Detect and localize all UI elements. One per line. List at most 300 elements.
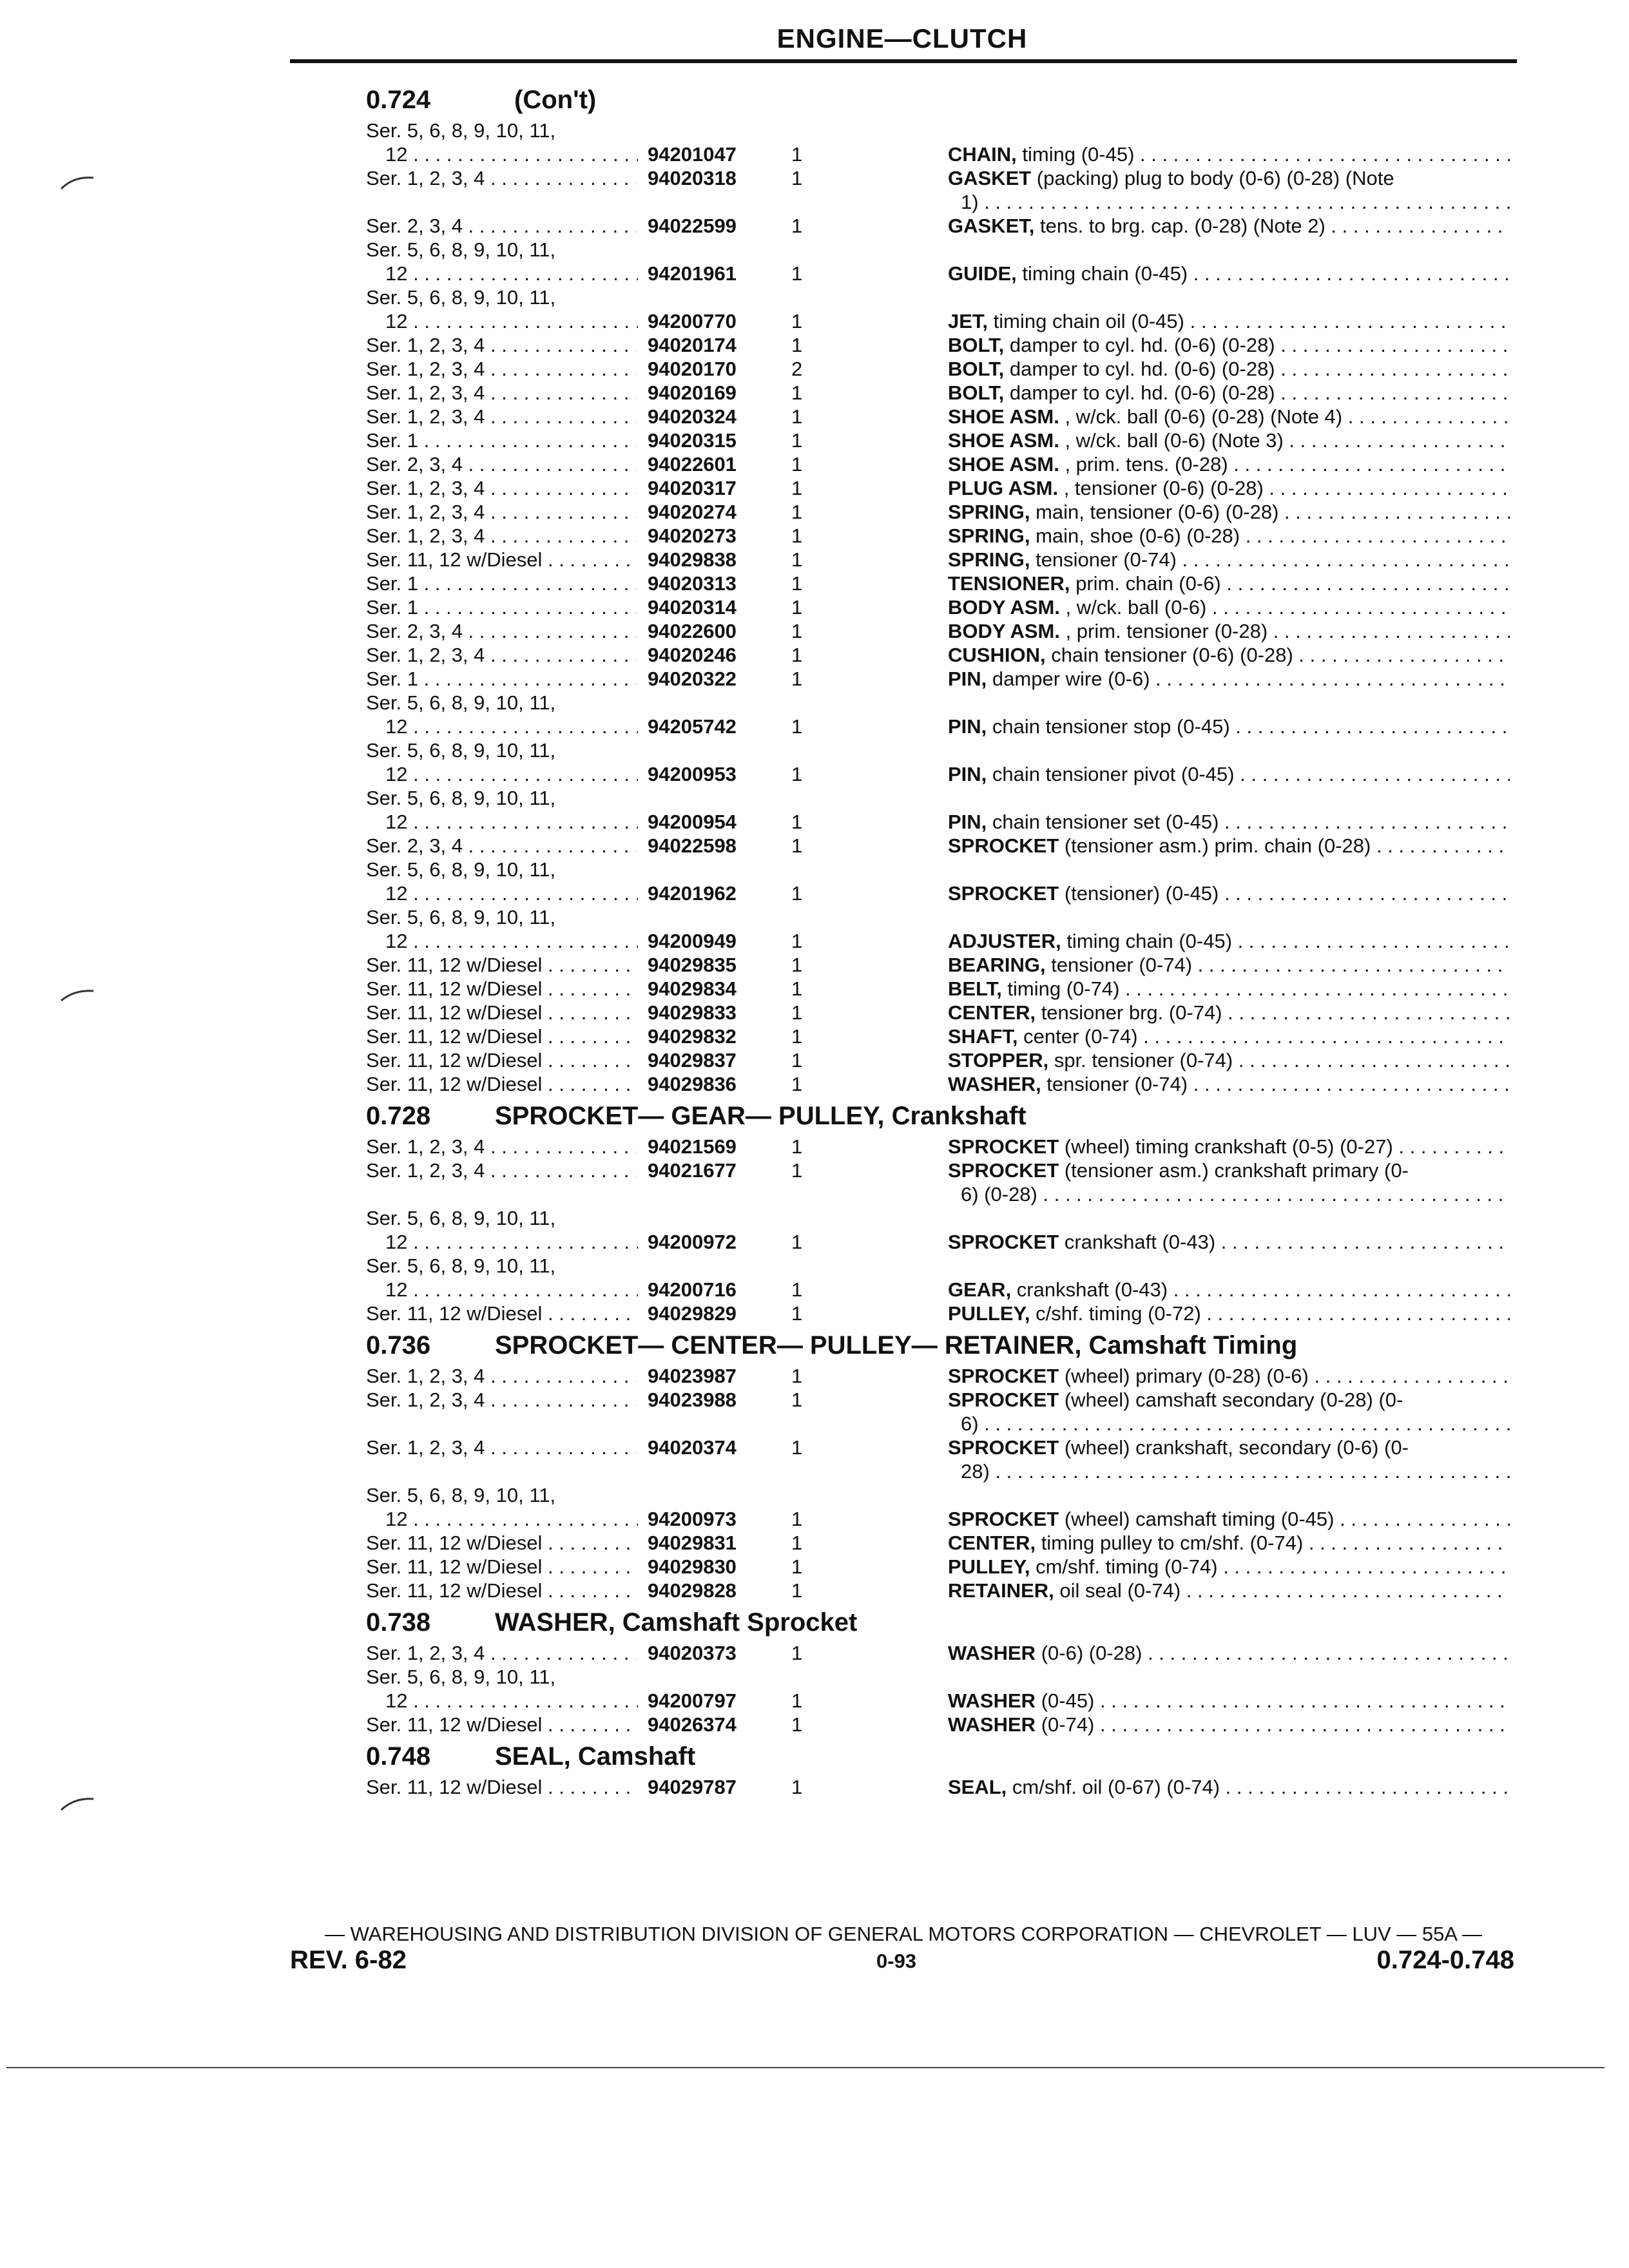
- part-row: [366, 1206, 1510, 1254]
- part-number: 94020318: [648, 167, 737, 189]
- serial-line: Ser. 5, 6, 8, 9, 10, 11,: [366, 739, 556, 762]
- part-detail: (0-45) . . .: [1036, 1689, 1510, 1712]
- quantity: 1: [791, 977, 803, 1000]
- serial-line: Ser. 5, 6, 8, 9, 10, 11,: [366, 1666, 556, 1688]
- part-name: SPROCKET: [948, 1436, 1059, 1459]
- part-description: [948, 572, 1510, 595]
- part-name: SPRING,: [948, 501, 1030, 523]
- part-row: [366, 1713, 1510, 1736]
- part-description: [948, 1364, 1510, 1388]
- part-name: SPROCKET: [948, 1508, 1059, 1530]
- part-detail: damper to cyl. hd. (0-6) (0-28) . . .: [1004, 334, 1510, 356]
- serial-applicability: [366, 858, 556, 905]
- part-detail: (wheel) timing crankshaft (0-5) (0-27) . . . .: [1059, 1135, 1510, 1158]
- part-number: 94026374: [648, 1713, 737, 1736]
- quantity: 1: [791, 1555, 803, 1578]
- part-row: [366, 214, 1510, 238]
- part-row: [366, 1158, 1510, 1206]
- part-description: [948, 166, 1510, 214]
- part-number: 94029835: [648, 954, 737, 976]
- serial-applicability: Ser. 2, 3, 4 . . .: [366, 834, 637, 858]
- part-name: CENTER,: [948, 1001, 1036, 1024]
- part-description: [948, 619, 1510, 643]
- part-detail: (tensioner asm.) crankshaft primary (0-: [1059, 1159, 1409, 1182]
- section-title: (Con't): [514, 86, 597, 114]
- part-row: [366, 405, 1510, 428]
- part-number: 94200949: [648, 930, 737, 952]
- part-name: SPROCKET: [948, 1389, 1059, 1411]
- part-detail: (wheel) camshaft secondary (0-28) (0-: [1059, 1389, 1403, 1411]
- part-name: WASHER: [948, 1689, 1036, 1712]
- serial-applicability: Ser. 11, 12 w/Diesel . . .: [366, 1024, 637, 1048]
- serial-applicability: Ser. 11, 12 w/Diesel . . .: [366, 1048, 637, 1072]
- serial-line: Ser. 5, 6, 8, 9, 10, 11,: [366, 119, 556, 142]
- margin-pencil-mark: [58, 173, 97, 192]
- part-description: [948, 1388, 1510, 1436]
- part-detail: (wheel) crankshaft, secondary (0-6) (0-: [1059, 1436, 1409, 1459]
- part-detail: spr. tensioner (0-74) . . .: [1048, 1049, 1510, 1072]
- quantity: 1: [791, 1302, 803, 1325]
- part-number: 94020317: [648, 477, 737, 499]
- part-detail-continued: 6) (0-28) . . .: [948, 1182, 1510, 1206]
- part-row: [366, 1001, 1510, 1024]
- part-name: BELT,: [948, 977, 1002, 1000]
- part-number: 94200973: [648, 1508, 737, 1530]
- quantity: 1: [791, 668, 803, 690]
- quantity: 1: [791, 644, 803, 666]
- serial-line: Ser. 5, 6, 8, 9, 10, 11,: [366, 238, 556, 261]
- quantity: 1: [791, 1278, 803, 1301]
- quantity: 1: [791, 834, 803, 857]
- part-number: 94020322: [648, 668, 737, 690]
- part-description: [948, 428, 1510, 452]
- part-name: PIN,: [948, 811, 987, 833]
- part-name: BOLT,: [948, 358, 1005, 380]
- part-description: [948, 142, 1510, 166]
- part-row: [366, 858, 1510, 905]
- part-detail: damper to cyl. hd. (0-6) (0-28) . . .: [1004, 381, 1510, 404]
- serial-line-continued: 12 . . .: [385, 715, 638, 738]
- part-detail: cm/shf. oil (0-67) (0-74) . . .: [1007, 1776, 1510, 1798]
- part-row: [366, 1483, 1510, 1531]
- part-row: [366, 1531, 1510, 1555]
- section-number: 0.736: [366, 1331, 431, 1360]
- part-name: SPROCKET: [948, 1135, 1059, 1158]
- serial-applicability: [366, 905, 556, 952]
- part-name: SPROCKET: [948, 1231, 1059, 1253]
- part-name: SPRING,: [948, 524, 1030, 547]
- quantity: 1: [791, 1389, 803, 1411]
- part-row: [366, 119, 1510, 166]
- part-number: 94020246: [648, 644, 737, 666]
- part-row: [366, 500, 1510, 524]
- quantity: 1: [791, 1365, 803, 1387]
- part-row: [366, 1436, 1510, 1483]
- part-detail: oil seal (0-74) . . .: [1054, 1579, 1510, 1602]
- part-number: 94022598: [648, 834, 737, 857]
- part-row: [366, 619, 1510, 643]
- part-row: [366, 1072, 1510, 1096]
- serial-applicability: Ser. 11, 12 w/Diesel . . .: [366, 1302, 637, 1325]
- part-number: 94023987: [648, 1365, 737, 1387]
- serial-applicability: Ser. 1 . . .: [366, 667, 637, 691]
- quantity: 1: [791, 930, 803, 952]
- part-detail: damper wire (0-6) . . .: [987, 668, 1510, 690]
- part-detail: chain tensioner set (0-45) . . .: [987, 811, 1510, 833]
- part-detail: prim. chain (0-6) . . .: [1070, 572, 1510, 595]
- part-row: [366, 1135, 1510, 1158]
- serial-applicability: Ser. 1, 2, 3, 4 . . .: [366, 524, 637, 548]
- part-number: 94020373: [648, 1642, 737, 1664]
- part-description: [948, 333, 1510, 357]
- part-row: [366, 428, 1510, 452]
- part-row: [366, 238, 1510, 285]
- part-description: [948, 476, 1510, 500]
- part-description: [948, 1555, 1510, 1579]
- part-name: BEARING,: [948, 954, 1046, 976]
- part-name: JET,: [948, 310, 988, 332]
- margin-pencil-mark: [58, 1794, 97, 1813]
- quantity: 1: [791, 453, 803, 476]
- part-number: 94201961: [648, 262, 737, 285]
- part-description: [948, 810, 1510, 834]
- part-description: [948, 1641, 1510, 1665]
- part-number: 94020174: [648, 334, 737, 356]
- part-description: [948, 1713, 1510, 1736]
- part-description: [948, 1689, 1510, 1713]
- part-description: [948, 1507, 1510, 1531]
- part-row: [366, 977, 1510, 1001]
- part-description: [948, 1048, 1510, 1072]
- part-number: 94200954: [648, 811, 737, 833]
- serial-line-continued: 12 . . .: [385, 762, 638, 786]
- part-detail: timing chain (0-45) . . .: [1017, 262, 1510, 285]
- quantity: 1: [791, 1159, 803, 1182]
- part-detail: , w/ck. ball (0-6) (Note 3) . . .: [1059, 429, 1510, 452]
- part-row: [366, 953, 1510, 977]
- part-detail: c/shf. timing (0-72) . . .: [1030, 1302, 1510, 1325]
- part-description: [948, 977, 1510, 1001]
- part-number: 94029831: [648, 1532, 737, 1554]
- part-description: [948, 1302, 1510, 1325]
- page-header-title: ENGINE—CLUTCH: [776, 23, 1028, 53]
- part-description: [948, 262, 1510, 285]
- part-number: 94029833: [648, 1001, 737, 1024]
- part-number: 94201962: [648, 882, 737, 905]
- quantity: 1: [791, 811, 803, 833]
- quantity: 1: [791, 381, 803, 404]
- serial-applicability: Ser. 11, 12 w/Diesel . . .: [366, 1713, 637, 1736]
- part-detail-continued: 1) . . .: [948, 190, 1510, 214]
- part-row: [366, 548, 1510, 572]
- part-description: [948, 1531, 1510, 1555]
- quantity: 1: [791, 1025, 803, 1048]
- footer-section-range: 0.724-0.748: [1376, 1946, 1514, 1974]
- part-name: SEAL,: [948, 1776, 1007, 1798]
- quantity: 1: [791, 143, 803, 166]
- quantity: 1: [791, 596, 803, 619]
- part-row: [366, 333, 1510, 357]
- part-row: [366, 1364, 1510, 1388]
- quantity: 1: [791, 715, 803, 738]
- serial-line: Ser. 5, 6, 8, 9, 10, 11,: [366, 1207, 556, 1229]
- part-description: [948, 953, 1510, 977]
- serial-applicability: [366, 1483, 556, 1530]
- quantity: 1: [791, 262, 803, 285]
- part-row: [366, 1302, 1510, 1325]
- serial-applicability: Ser. 11, 12 w/Diesel . . .: [366, 977, 637, 1001]
- serial-applicability: Ser. 1, 2, 3, 4 . . .: [366, 1364, 637, 1388]
- serial-line-continued: 12 . . .: [385, 929, 638, 953]
- serial-applicability: Ser. 1, 2, 3, 4 . . .: [366, 643, 637, 667]
- serial-applicability: [366, 1206, 556, 1253]
- part-number: 94200716: [648, 1278, 737, 1301]
- serial-applicability: Ser. 1, 2, 3, 4 . . .: [366, 333, 637, 357]
- part-number: 94029829: [648, 1302, 737, 1325]
- part-description: [948, 881, 1510, 905]
- part-name: SPRING,: [948, 548, 1030, 571]
- part-name: SHAFT,: [948, 1025, 1018, 1048]
- part-number: 94200953: [648, 763, 737, 785]
- part-name: PIN,: [948, 763, 987, 785]
- part-description: [948, 405, 1510, 428]
- part-name: BOLT,: [948, 381, 1005, 404]
- part-name: SPROCKET: [948, 882, 1059, 905]
- part-detail: (0-6) (0-28) . . .: [1036, 1642, 1510, 1664]
- quantity: 1: [791, 310, 803, 332]
- serial-line: Ser. 5, 6, 8, 9, 10, 11,: [366, 286, 556, 309]
- part-number: 94023988: [648, 1389, 737, 1411]
- quantity: 1: [791, 1436, 803, 1459]
- part-row: [366, 524, 1510, 548]
- part-description: [948, 214, 1510, 238]
- serial-line: Ser. 5, 6, 8, 9, 10, 11,: [366, 858, 556, 881]
- quantity: 1: [791, 1049, 803, 1072]
- serial-applicability: Ser. 1, 2, 3, 4 . . .: [366, 1641, 637, 1665]
- part-number: 94029838: [648, 548, 737, 571]
- part-number: 94022599: [648, 215, 737, 237]
- serial-applicability: Ser. 1, 2, 3, 4 . . .: [366, 1436, 637, 1459]
- part-detail: crankshaft (0-43) . . .: [1011, 1278, 1510, 1301]
- section-number: 0.738: [366, 1608, 431, 1637]
- part-name: CHAIN,: [948, 143, 1017, 166]
- part-row: [366, 1024, 1510, 1048]
- section-title: SEAL, Camshaft: [495, 1742, 696, 1771]
- serial-applicability: Ser. 2, 3, 4 . . .: [366, 214, 637, 238]
- part-row: [366, 691, 1510, 738]
- serial-line-continued: 12 . . .: [385, 1278, 638, 1302]
- part-description: [948, 762, 1510, 786]
- part-detail-continued: 6) . . .: [948, 1412, 1510, 1436]
- part-name: STOPPER,: [948, 1049, 1049, 1072]
- part-name: GASKET: [948, 167, 1032, 189]
- part-description: [948, 929, 1510, 953]
- part-name: ADJUSTER,: [948, 930, 1061, 952]
- part-detail: center (0-74) . . .: [1018, 1025, 1510, 1048]
- serial-applicability: Ser. 1, 2, 3, 4 . . .: [366, 1158, 637, 1182]
- part-row: [366, 1254, 1510, 1302]
- part-description: [948, 452, 1510, 476]
- quantity: 1: [791, 1135, 803, 1158]
- serial-applicability: Ser. 11, 12 w/Diesel . . .: [366, 1001, 637, 1024]
- part-description: [948, 595, 1510, 619]
- part-number: 94021569: [648, 1135, 737, 1158]
- part-detail: tensioner (0-74) . . .: [1041, 1073, 1510, 1095]
- part-detail: (tensioner) (0-45) . . .: [1059, 882, 1510, 905]
- part-name: BOLT,: [948, 334, 1005, 356]
- part-name: PIN,: [948, 668, 987, 690]
- serial-applicability: Ser. 11, 12 w/Diesel . . .: [366, 1072, 637, 1096]
- part-number: 94201047: [648, 143, 737, 166]
- part-name: BODY ASM.: [948, 620, 1060, 642]
- serial-line: Ser. 5, 6, 8, 9, 10, 11,: [366, 787, 556, 809]
- part-detail: , w/ck. ball (0-6) (0-28) (Note 4) . . .: [1059, 405, 1510, 428]
- part-detail-continued: 28) . . .: [948, 1459, 1510, 1483]
- part-detail: tensioner (0-74) . . .: [1046, 954, 1510, 976]
- part-row: [366, 357, 1510, 381]
- quantity: 2: [791, 358, 803, 380]
- part-number: 94029787: [648, 1776, 737, 1798]
- quantity: 1: [791, 1689, 803, 1712]
- serial-applicability: [366, 238, 556, 285]
- quantity: 1: [791, 1001, 803, 1024]
- section-number: 0.748: [366, 1742, 431, 1771]
- quantity: 1: [791, 501, 803, 523]
- part-name: PULLEY,: [948, 1302, 1030, 1325]
- part-number: 94022601: [648, 453, 737, 476]
- part-name: BODY ASM.: [948, 596, 1060, 619]
- part-description: [948, 1158, 1510, 1206]
- footer-page-number: 0-93: [876, 1950, 917, 1972]
- part-name: GEAR,: [948, 1278, 1012, 1301]
- part-name: PULLEY,: [948, 1555, 1030, 1578]
- part-description: [948, 1230, 1510, 1254]
- quantity: 1: [791, 405, 803, 428]
- section-number: 0.724: [366, 86, 431, 114]
- part-row: [366, 667, 1510, 691]
- part-name: SHOE ASM.: [948, 405, 1059, 428]
- serial-applicability: [366, 786, 556, 833]
- part-detail: chain tensioner pivot (0-45) . . .: [987, 763, 1510, 785]
- quantity: 1: [791, 1231, 803, 1253]
- part-row: [366, 905, 1510, 953]
- serial-line-continued: 12 . . .: [385, 1689, 638, 1713]
- part-detail: timing (0-45) . . .: [1017, 143, 1510, 166]
- part-detail: (wheel) primary (0-28) (0-6) . . .: [1059, 1365, 1510, 1387]
- part-description: [948, 1024, 1510, 1048]
- quantity: 1: [791, 620, 803, 642]
- part-name: SPROCKET: [948, 1159, 1059, 1182]
- serial-applicability: Ser. 11, 12 w/Diesel . . .: [366, 953, 637, 977]
- part-description: [948, 548, 1510, 572]
- part-name: WASHER,: [948, 1073, 1041, 1095]
- quantity: 1: [791, 215, 803, 237]
- serial-applicability: Ser. 11, 12 w/Diesel . . .: [366, 1775, 637, 1799]
- part-name: WASHER: [948, 1713, 1036, 1736]
- part-detail: tensioner brg. (0-74) . . .: [1036, 1001, 1510, 1024]
- serial-applicability: Ser. 1 . . .: [366, 595, 637, 619]
- serial-applicability: [366, 119, 556, 166]
- part-detail: chain tensioner (0-6) (0-28) . . .: [1046, 644, 1510, 666]
- serial-line: Ser. 5, 6, 8, 9, 10, 11,: [366, 1484, 556, 1506]
- serial-line-continued: 12 . . .: [385, 810, 638, 834]
- part-number: 94200972: [648, 1231, 737, 1253]
- part-detail: (wheel) camshaft timing (0-45) . . .: [1059, 1508, 1510, 1530]
- footer-publisher-line: — WAREHOUSING AND DISTRIBUTION DIVISION OF GENERAL MOTORS CORPORATION — CHEVROLET — LUV — 55A —: [325, 1923, 1482, 1945]
- part-row: [366, 786, 1510, 834]
- quantity: 1: [791, 1642, 803, 1664]
- part-row: [366, 1555, 1510, 1579]
- serial-applicability: Ser. 1, 2, 3, 4 . . .: [366, 500, 637, 524]
- bottom-scan-rule: [6, 2067, 1605, 2068]
- quantity: 1: [791, 1508, 803, 1530]
- part-description: [948, 1135, 1510, 1158]
- serial-applicability: [366, 1254, 556, 1301]
- part-name: WASHER: [948, 1642, 1036, 1664]
- part-number: 94020374: [648, 1436, 737, 1459]
- part-name: PIN,: [948, 715, 987, 738]
- part-number: 94029832: [648, 1025, 737, 1048]
- part-detail: main, shoe (0-6) (0-28) . . .: [1030, 524, 1510, 547]
- serial-applicability: Ser. 1, 2, 3, 4 . . .: [366, 1135, 637, 1158]
- part-row: [366, 643, 1510, 667]
- serial-applicability: Ser. 1, 2, 3, 4 . . .: [366, 166, 637, 190]
- quantity: 1: [791, 1073, 803, 1095]
- section-number: 0.728: [366, 1102, 431, 1130]
- part-detail: , prim. tens. (0-28) . . .: [1059, 453, 1510, 476]
- serial-applicability: [366, 691, 556, 738]
- quantity: 1: [791, 429, 803, 452]
- part-detail: , prim. tensioner (0-28) . . .: [1060, 620, 1510, 642]
- part-number: 94029830: [648, 1555, 737, 1578]
- serial-applicability: Ser. 11, 12 w/Diesel . . .: [366, 548, 637, 572]
- part-name: SPROCKET: [948, 1365, 1059, 1387]
- part-name: SHOE ASM.: [948, 429, 1059, 452]
- serial-applicability: Ser. 1, 2, 3, 4 . . .: [366, 357, 637, 381]
- section-title: SPROCKET— GEAR— PULLEY, Crankshaft: [495, 1102, 1027, 1130]
- part-description: [948, 1001, 1510, 1024]
- serial-applicability: [366, 285, 556, 332]
- part-detail: timing chain oil (0-45) . . .: [988, 310, 1510, 332]
- part-row: [366, 1665, 1510, 1713]
- part-row: [366, 1775, 1510, 1799]
- quantity: 1: [791, 954, 803, 976]
- section-title: WASHER, Camshaft Sprocket: [495, 1608, 858, 1637]
- serial-line-continued: 12 . . .: [385, 262, 638, 285]
- serial-applicability: Ser. 11, 12 w/Diesel . . .: [366, 1579, 637, 1602]
- part-row: [366, 1388, 1510, 1436]
- quantity: 1: [791, 1532, 803, 1554]
- serial-line-continued: 12 . . .: [385, 1230, 638, 1254]
- part-description: [948, 1278, 1510, 1302]
- part-number: 94021677: [648, 1159, 737, 1182]
- part-detail: chain tensioner stop (0-45) . . .: [987, 715, 1510, 738]
- part-detail: timing chain (0-45) . . .: [1061, 930, 1510, 952]
- part-detail: timing (0-74) . . .: [1002, 977, 1510, 1000]
- part-row: [366, 285, 1510, 333]
- part-detail: damper to cyl. hd. (0-6) (0-28) . . .: [1004, 358, 1510, 380]
- quantity: 1: [791, 548, 803, 571]
- serial-applicability: Ser. 2, 3, 4 . . .: [366, 619, 637, 643]
- part-name: SPROCKET: [948, 834, 1059, 857]
- part-number: 94020313: [648, 572, 737, 595]
- part-row: [366, 381, 1510, 405]
- serial-line: Ser. 5, 6, 8, 9, 10, 11,: [366, 906, 556, 928]
- header-rule: [290, 59, 1517, 63]
- part-detail: , w/ck. ball (0-6) . . .: [1060, 596, 1510, 619]
- part-name: RETAINER,: [948, 1579, 1054, 1602]
- part-number: 94020324: [648, 405, 737, 428]
